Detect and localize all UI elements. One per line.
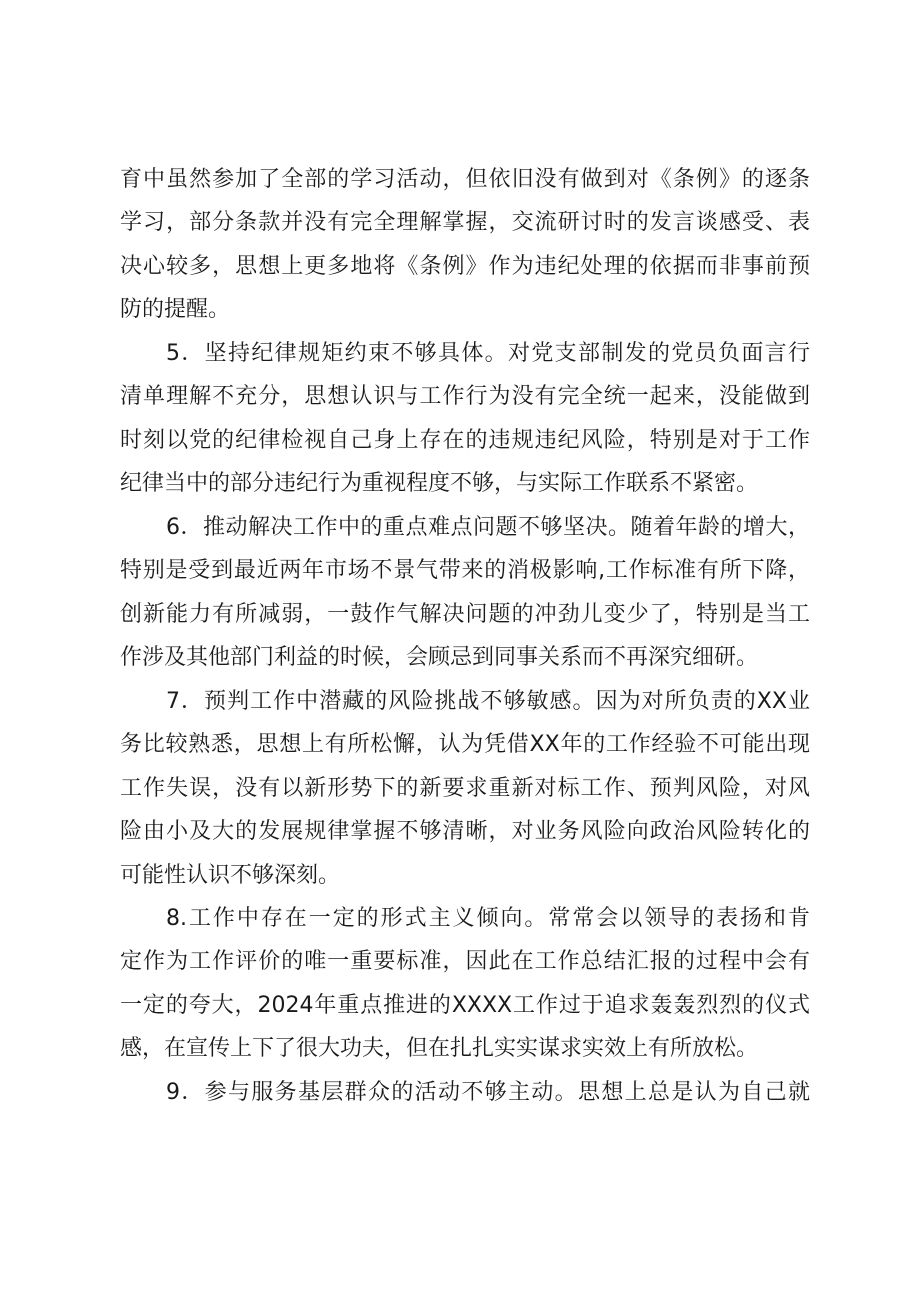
paragraph-item-8	[120, 897, 810, 1071]
paragraph-item-6	[120, 506, 810, 680]
text-line: 防的提醒。	[120, 297, 231, 323]
paragraph-continuation	[120, 158, 810, 332]
text-line: 一定的夸大，2024年重点推进的XXXX工作过于追求轰轰烈烈的仪式	[120, 992, 810, 1018]
text-line: 定作为工作评价的唯一重要标准，因此在工作总结汇报的过程中会有	[120, 949, 810, 975]
paragraph-item-5	[120, 332, 810, 506]
text-line: 8.工作中存在一定的形式主义倾向。常常会以领导的表扬和肯	[166, 906, 810, 931]
text-line: 清单理解不充分，思想认识与工作行为没有完全统一起来，没能做到	[120, 384, 810, 410]
text-line: 可能性认识不够深刻。	[120, 862, 341, 888]
text-line: 作涉及其他部门利益的时候，会顾忌到同事关系而不再深究细研。	[120, 645, 759, 671]
text-line: 决心较多，思想上更多地将《条例》作为违纪处理的依据而非事前预	[120, 253, 810, 279]
text-line: 感，在宣传上下了很大功夫，但在扎扎实实谋求实效上有所放松。	[120, 1036, 759, 1062]
text-line: 工作失误，没有以新形势下的新要求重新对标工作、预判风险，对风	[120, 775, 810, 801]
text-line: 创新能力有所减弱，一鼓作气解决问题的冲劲儿变少了，特别是当工	[120, 601, 810, 627]
text-line: 险由小及大的发展规律掌握不够清晰，对业务风险向政治风险转化的	[120, 819, 810, 845]
text-line: 纪律当中的部分违纪行为重视程度不够，与实际工作联系不紧密。	[120, 471, 759, 497]
text-line: 特别是受到最近两年市场不景气带来的消极影响,工作标准有所下降，	[120, 558, 810, 584]
text-line: 9．参与服务基层群众的活动不够主动。思想上总是认为自己就	[166, 1080, 810, 1105]
text-line: 学习，部分条款并没有完全理解掌握，交流研讨时的发言谈感受、表	[120, 210, 810, 236]
text-line: 时刻以党的纪律检视自己身上存在的违规违纪风险，特别是对于工作	[120, 427, 810, 453]
paragraph-item-7	[120, 680, 810, 897]
text-line: 5．坚持纪律规矩约束不够具体。对党支部制发的党员负面言行	[166, 341, 810, 366]
text-line: 6．推动解决工作中的重点难点问题不够坚决。随着年龄的增大，	[166, 515, 810, 540]
text-line: 7．预判工作中潜藏的风险挑战不够敏感。因为对所负责的XX业	[166, 689, 810, 714]
paragraph-item-9	[120, 1071, 810, 1114]
text-line: 务比较熟悉，思想上有所松懈，认为凭借XX年的工作经验不可能出现	[120, 732, 810, 758]
text-line: 育中虽然参加了全部的学习活动，但依旧没有做到对《条例》的逐条	[120, 167, 810, 192]
